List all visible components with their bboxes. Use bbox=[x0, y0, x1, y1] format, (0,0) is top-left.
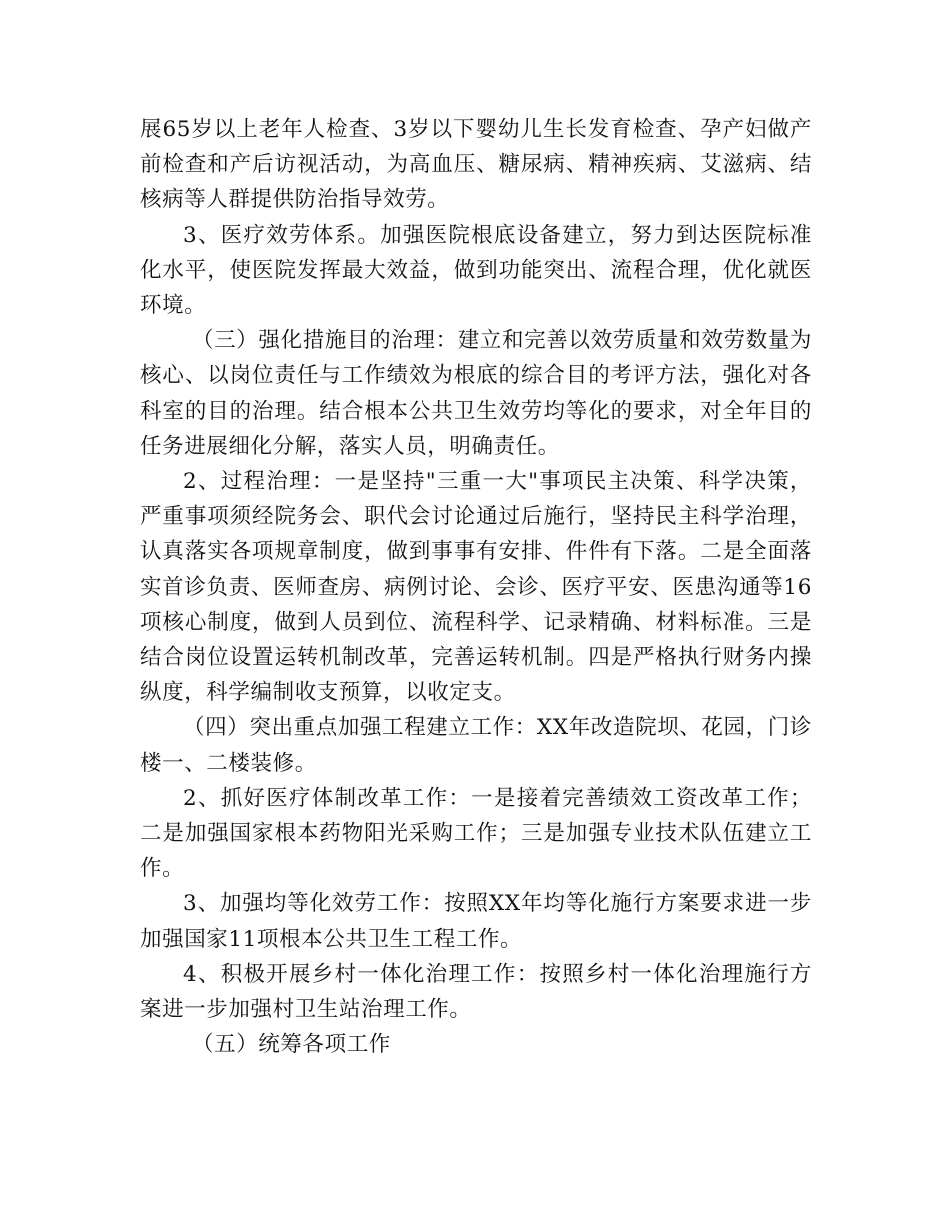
paragraph-target-management: （三）强化措施目的治理：建立和完善以效劳质量和效劳数量为核心、以岗位责任与工作绩效为根底的综合目的考评方法，强化对各科室的目的治理。结合根本公共卫生效劳均等化的要求，对全年目的任务进展细化分解，落实人员，明确责任。 bbox=[140, 328, 812, 459]
paragraph-medical-service: 3、医疗效劳体系。加强医院根底设备建立，努力到达医院标准化水平，使医院发挥最大效益，做到功能突出、流程合理，优化就医环境。 bbox=[140, 222, 812, 319]
paragraph-section-five-heading: （五）统筹各项工作 bbox=[192, 1032, 391, 1058]
document-body bbox=[140, 112, 812, 1062]
paragraph-key-projects: （四）突出重点加强工程建立工作：XX年改造院坝、花园，门诊楼一、二楼装修。 bbox=[140, 715, 812, 776]
paragraph-process-management: 2、过程治理：一是坚持"三重一大"事项民主决策、科学决策，严重事项须经院务会、职代会讨论通过后施行，坚持民主科学治理，认真落实各项规章制度，做到事事有安排、件件有下落。二是全面落实首诊负责、医师查房、病例讨论、会诊、医疗平安、医患沟通等16项核心制度，做到人员到位、流程科学、记录精确、材料标准。三是结合岗位设置运转机制改革，完善运转机制。四是严格执行财务内操纵度，科学编制收支预算，以收定支。 bbox=[140, 469, 812, 706]
paragraph-equalization: 3、加强均等化效劳工作：按照XX年均等化施行方案要求进一步加强国家11项根本公共卫生工程工作。 bbox=[140, 891, 812, 952]
paragraph-rural-integration: 4、积极开展乡村一体化治理工作：按照乡村一体化治理施行方案进一步加强村卫生站治理工作。 bbox=[140, 961, 812, 1023]
paragraph-medical-reform: 2、抓好医疗体制改革工作：一是接着完善绩效工资改革工作；二是加强国家根本药物阳光采购工作；三是加强专业技术队伍建立工作。 bbox=[140, 785, 812, 882]
paragraph-continuation: 展65岁以上老年人检查、3岁以下婴幼儿生长发育检查、孕产妇做产前检查和产后访视活动，为高血压、糖尿病、精神疾病、艾滋病、结核病等人群提供防治指导效劳。 bbox=[140, 117, 812, 213]
